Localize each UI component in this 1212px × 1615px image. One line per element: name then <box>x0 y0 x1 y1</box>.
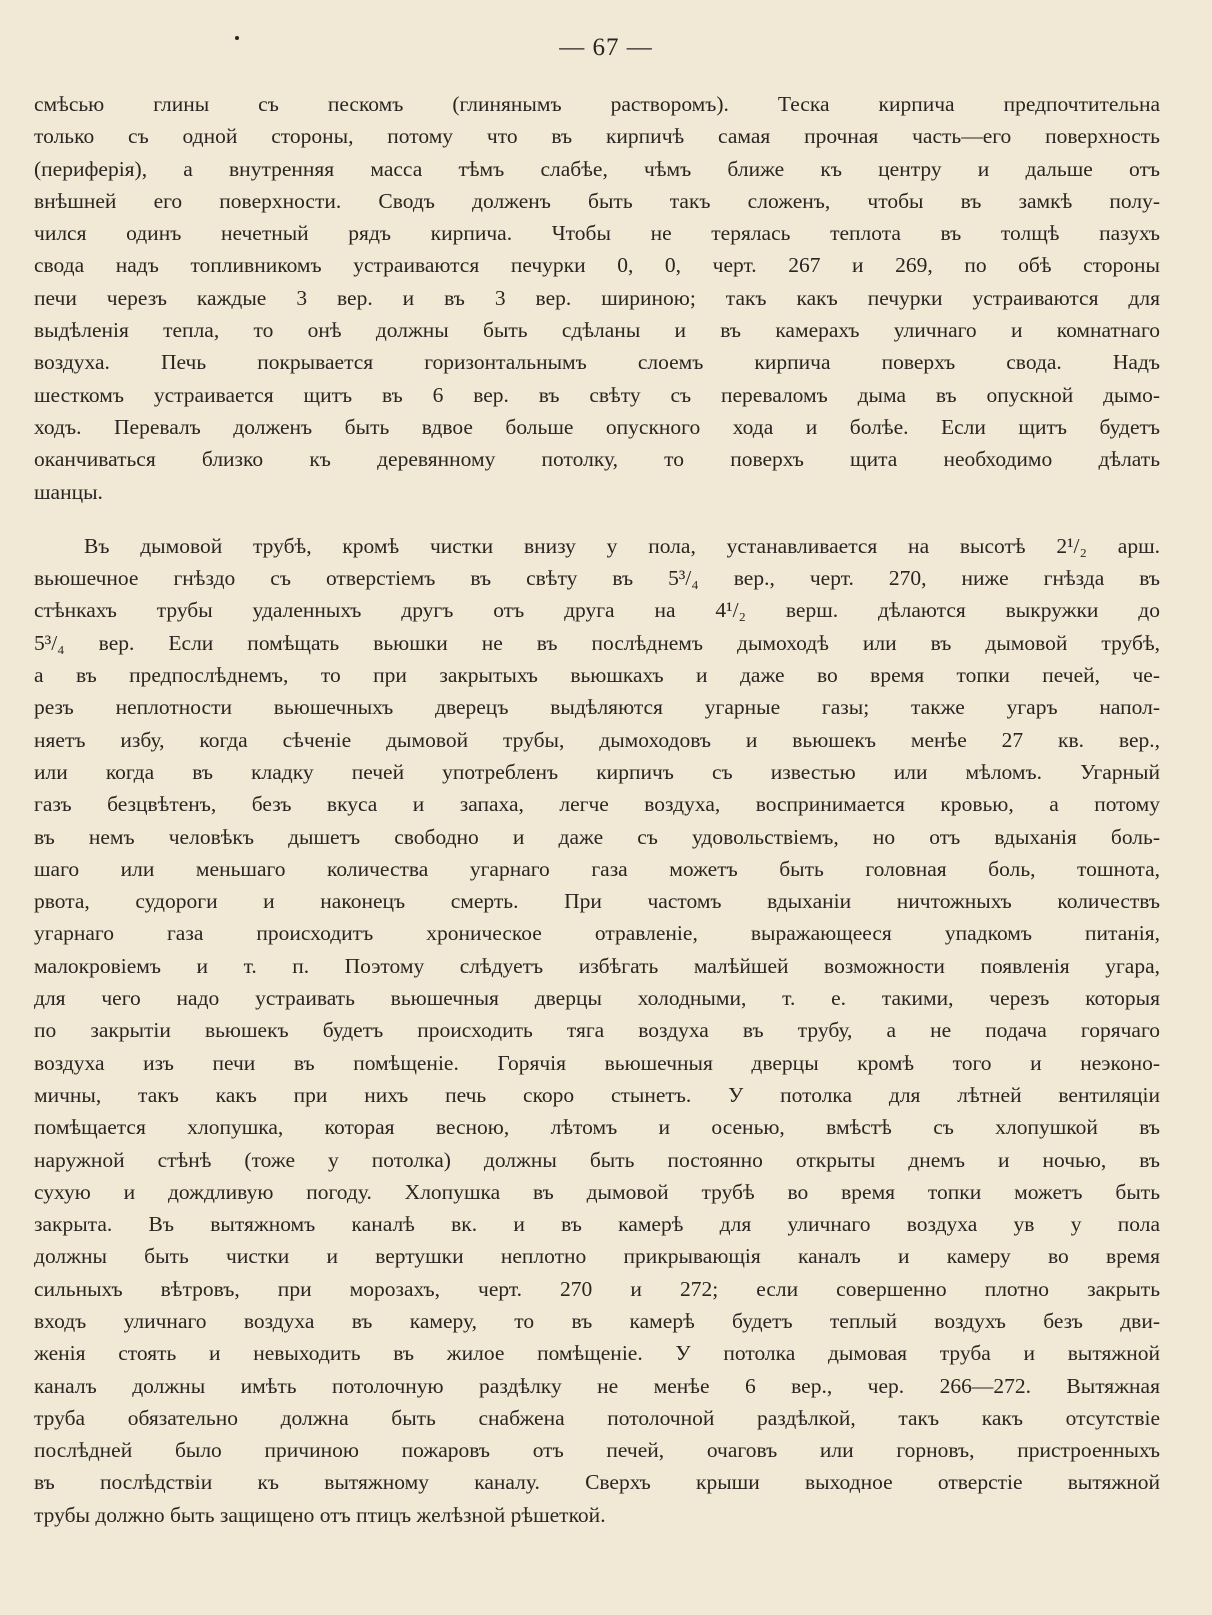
text-line: рвота, судороги и наконецъ смерть. При частомъ вдыханіи ничтожныхъ количествъ <box>34 889 1160 914</box>
text-line: внѣшней его поверхности. Сводъ долженъ быть такъ сложенъ, чтобы въ замкѣ полу- <box>34 188 1160 213</box>
text-line: оканчиваться близко къ деревянному потолку, то поверхъ щита необходимо дѣлать <box>34 447 1160 472</box>
text-line: угарнаго газа происходитъ хроническое отравленіе, выражающееся упадкомъ питанія, <box>34 921 1160 946</box>
text-line: газъ безцвѣтенъ, безъ вкуса и запаха, легче воздуха, воспринимается кровью, а потому <box>34 792 1160 817</box>
paragraph-2 <box>34 530 1160 1531</box>
text-line: должны быть чистки и вертушки неплотно прикрывающія каналъ и камеру во время <box>34 1244 1160 1269</box>
text-line: шесткомъ устраивается щитъ въ 6 вер. въ свѣту съ переваломъ дыма въ опускной дымо- <box>34 382 1160 407</box>
text-line: сухую и дождливую погоду. Хлопушка въ дымовой трубѣ во время топки можетъ быть <box>34 1179 1160 1204</box>
text-line: только съ одной стороны, потому что въ кирпичѣ самая прочная часть—его поверхность <box>34 124 1160 149</box>
text-line: Въ дымовой трубѣ, кромѣ чистки внизу у пола, устанавливается на высотѣ 2¹/₂ арш. <box>84 533 1160 558</box>
text-line: по закрытіи вьюшекъ будетъ происходить тяга воздуха въ трубу, а не подача горячаго <box>34 1018 1160 1043</box>
paragraph-gap <box>34 508 1160 530</box>
text-line: печи черезъ каждые 3 вер. и въ 3 вер. шириною; такъ какъ печурки устраиваются для <box>34 285 1160 310</box>
text-line: послѣдней было причиною пожаровъ отъ печей, очаговъ или горновъ, пристроенныхъ <box>34 1438 1160 1463</box>
text-line: труба обязательно должна быть снабжена потолочной раздѣлкой, такъ какъ отсутствіе <box>34 1405 1160 1430</box>
text-line: въ послѣдствіи къ вытяжному каналу. Сверхъ крыши выходное отверстіе вытяжной <box>34 1470 1160 1495</box>
text-line: шаго или меньшаго количества угарнаго газа можетъ быть головная боль, тошнота, <box>34 856 1160 881</box>
text-line: мичны, такъ какъ при нихъ печь скоро стынетъ. У потолка для лѣтней вентиляціи <box>34 1082 1160 1107</box>
text-line: наружной стѣнѣ (тоже у потолка) должны быть постоянно открыты днемъ и ночью, въ <box>34 1147 1160 1172</box>
text-line: (периферія), а внутренняя масса тѣмъ слабѣе, чѣмъ ближе къ центру и дальше отъ <box>34 156 1160 181</box>
text-line: малокровіемъ и т. п. Поэтому слѣдуетъ избѣгать малѣйшей возможности появленія угара, <box>34 953 1160 978</box>
paragraph-1 <box>34 88 1160 508</box>
text-line: воздуха изъ печи въ помѣщеніе. Горячія вьюшечныя дверцы кромѣ того и неэконо- <box>34 1050 1160 1075</box>
text-line: трубы должно быть защищено отъ птицъ желѣзной рѣшеткой. <box>34 1502 606 1527</box>
text-line: ходъ. Перевалъ долженъ быть вдвое больше опускного хода и болѣе. Если щитъ будетъ <box>34 414 1160 439</box>
text-line: няетъ избу, когда сѣченіе дымовой трубы, дымоходовъ и вьюшекъ менѣе 27 кв. вер., <box>34 727 1160 752</box>
text-line: закрыта. Въ вытяжномъ каналѣ вк. и въ камерѣ для уличнаго воздуха ув у пола <box>34 1212 1160 1237</box>
text-line: сильныхъ вѣтровъ, при морозахъ, черт. 270 и 272; если совершенно плотно закрыть <box>34 1276 1160 1301</box>
text-line: каналъ должны имѣть потолочную раздѣлку не менѣе 6 вер., чер. 266—272. Вытяжная <box>34 1373 1160 1398</box>
text-line: женія стоять и невыходить въ жилое помѣщеніе. У потолка дымовая труба и вытяжной <box>34 1341 1160 1366</box>
text-line: для чего надо устраивать вьюшечныя дверцы холодными, т. е. такими, черезъ которыя <box>34 986 1160 1011</box>
text-line: чился одинъ нечетный рядъ кирпича. Чтобы не терялась теплота въ толщѣ пазухъ <box>34 221 1160 246</box>
text-line: въ немъ человѣкъ дышетъ свободно и даже съ удовольствіемъ, но отъ вдыханія боль- <box>34 824 1160 849</box>
text-line: стѣнкахъ трубы удаленныхъ другъ отъ друга на 4¹/₂ верш. дѣлаются выкружки до <box>34 598 1160 623</box>
text-line: воздуха. Печь покрывается горизонтальнымъ слоемъ кирпича поверхъ свода. Надъ <box>34 350 1160 375</box>
text-line: резъ неплотности вьюшечныхъ дверецъ выдѣляются угарные газы; также угаръ напол- <box>34 695 1160 720</box>
text-line: 5³/₄ вер. Если помѣщать вьюшки не въ послѣднемъ дымоходѣ или въ дымовой трубѣ, <box>34 630 1160 655</box>
text-line: шанцы. <box>34 479 103 504</box>
text-line: смѣсью глины съ пескомъ (глинянымъ растворомъ). Теска кирпича предпочтительна <box>34 92 1160 116</box>
page-body <box>34 88 1160 1531</box>
page-number: — 67 — <box>559 34 653 61</box>
text-line: свода надъ топливникомъ устраиваются печурки 0, 0, черт. 267 и 269, по обѣ стороны <box>34 253 1160 278</box>
text-line: вьюшечное гнѣздо съ отверстіемъ въ свѣту въ 5³/₄ вер., черт. 270, ниже гнѣзда въ <box>34 566 1160 591</box>
text-line: или когда въ кладку печей употребленъ кирпичъ съ известью или мѣломъ. Угарный <box>34 759 1160 784</box>
text-line: помѣщается хлопушка, которая весною, лѣтомъ и осенью, вмѣстѣ съ хлопушкой въ <box>34 1115 1160 1140</box>
text-line: входъ уличнаго воздуха въ камеру, то въ камерѣ будетъ теплый воздухъ безъ дви- <box>34 1308 1160 1333</box>
text-line: а въ предпослѣднемъ, то при закрытыхъ вьюшкахъ и даже во время топки печей, че- <box>34 663 1160 688</box>
text-line: выдѣленія тепла, то онѣ должны быть сдѣланы и въ камерахъ уличнаго и комнатнаго <box>34 318 1160 343</box>
